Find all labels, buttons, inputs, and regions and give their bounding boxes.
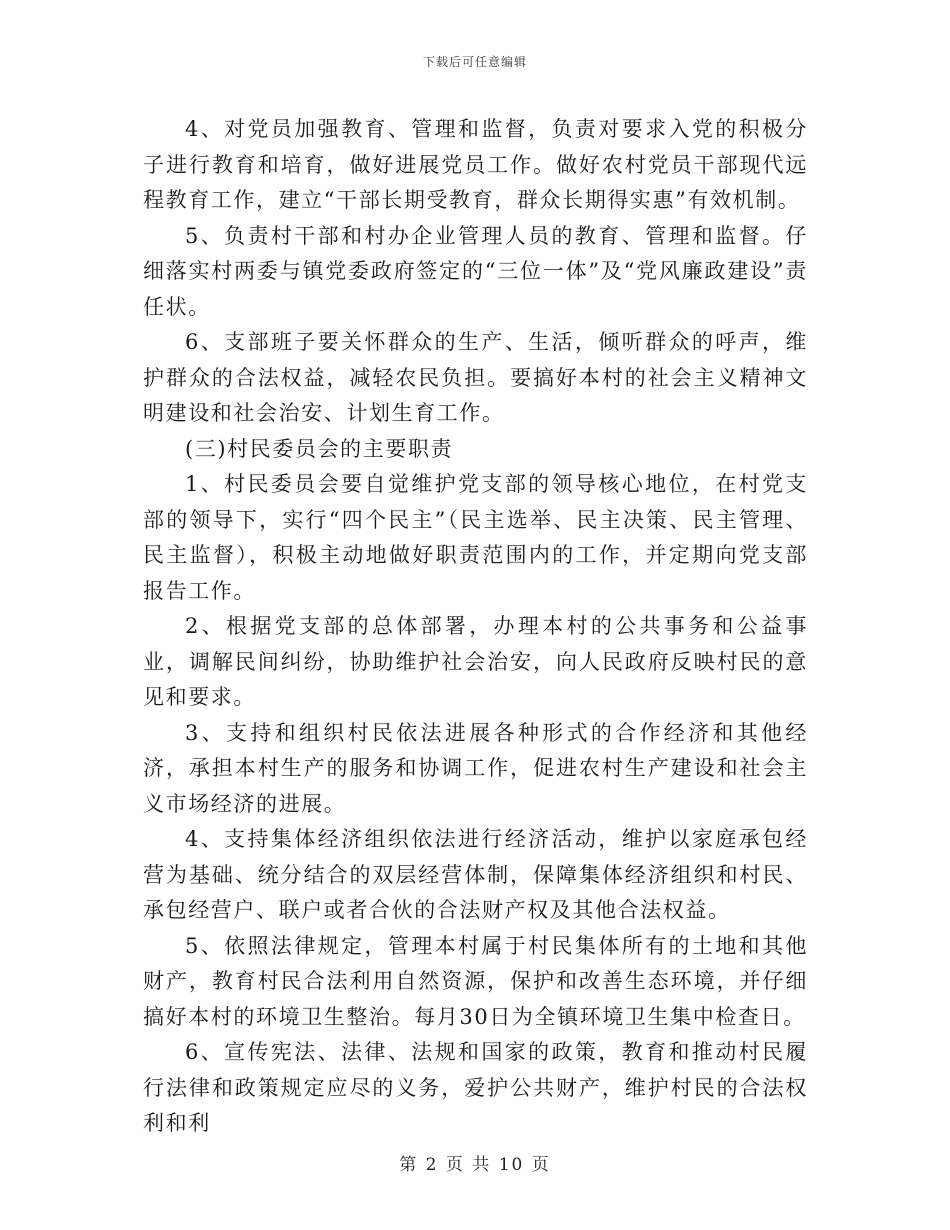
paragraph: 3、支持和组织村民依法进展各种形式的合作经济和其他经济，承担本村生产的服务和协调工作，促进农村生产建设和社会主义市场经济的进展。 (143, 720, 808, 816)
paragraph: 2、根据党支部的总体部署，办理本村的公共事务和公益事业，调解民间纠纷，协助维护社会治安，向人民政府反映村民的意见和要求。 (143, 614, 808, 709)
document-body (143, 112, 808, 1142)
paragraph: 4、支持集体经济组织依法进行经济活动，维护以家庭承包经营为基础、统分结合的双层经营体制，保障集体经济组织和村民、承包经营户、联户或者合伙的合法财产权及其他合法权益。 (143, 827, 808, 922)
paragraph: 6、宣传宪法、法律、法规和国家的政策，教育和推动村民履行法律和政策规定应尽的义务，爱护公共财产，维护村民的合法权利和利 (143, 1040, 808, 1135)
header-note: 下载后可任意编辑 (422, 55, 527, 69)
paragraph: 1、村民委员会要自觉维护党支部的领导核心地位，在村党支部的领导下，实行“四个民主”（民主选举、民主决策、民主管理、民主监督），积极主动地做好职责范围内的工作，并定期向党支部报告工作。 (143, 472, 808, 603)
page-number: 第 2 页 共 10 页 (399, 1155, 551, 1175)
paragraph: 4、对党员加强教育、管理和监督，负责对要求入党的积极分子进行教育和培育，做好进展党员工作。做好农村党员干部现代远程教育工作，建立“干部长期受教育，群众长期得实惠”有效机制。 (143, 117, 808, 212)
section-heading: (三)村民委员会的主要职责 (185, 436, 454, 461)
paragraph: 5、负责村干部和村办企业管理人员的教育、管理和监督。仔细落实村两委与镇党委政府签定的“三位一体”及“党风廉政建设”责任状。 (143, 223, 808, 319)
paragraph: 5、依照法律规定，管理本村属于村民集体所有的土地和其他财产，教育村民合法利用自然资源，保护和改善生态环境，并仔细搞好本村的环境卫生整治。每月30日为全镇环境卫生集中检查日。 (143, 933, 808, 1029)
paragraph: 6、支部班子要关怀群众的生产、生活，倾听群众的呼声，维护群众的合法权益，减轻农民负担。要搞好本村的社会主义精神文明建设和社会治安、计划生育工作。 (143, 330, 808, 425)
